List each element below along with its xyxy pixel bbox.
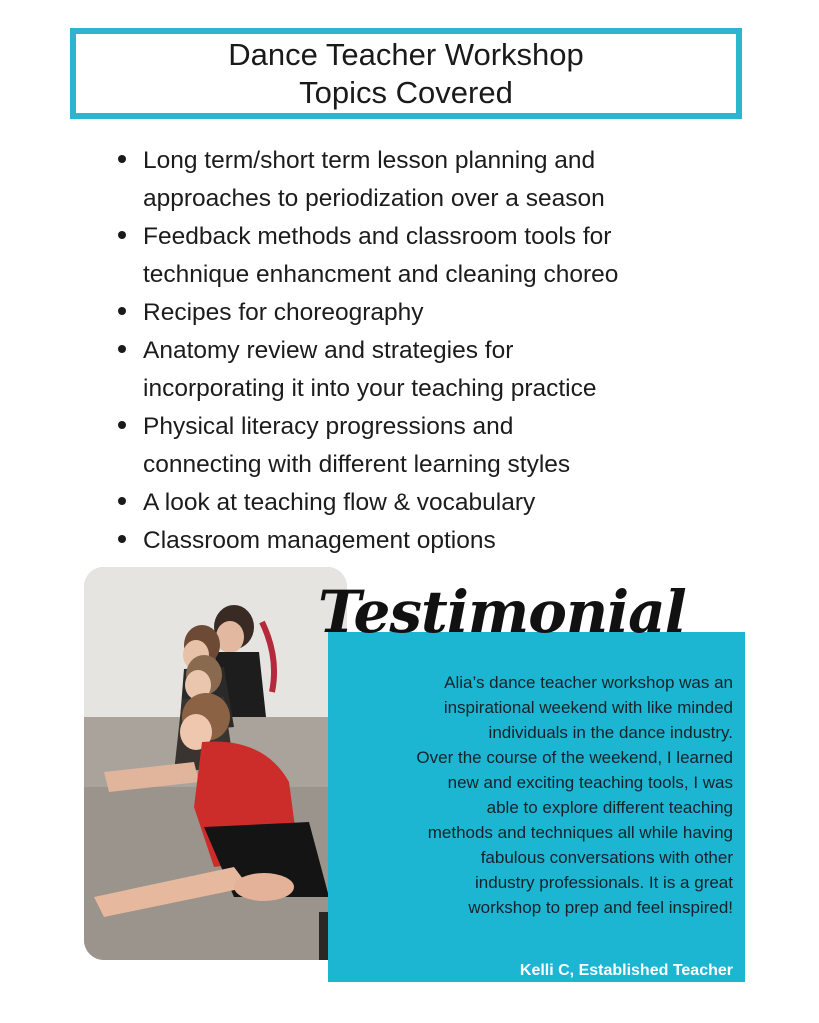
topic-line: Classroom management options (143, 527, 496, 554)
topic-line: Feedback methods and classroom tools for (143, 223, 612, 250)
dancers-photo (84, 567, 347, 960)
bullet-icon (118, 497, 126, 505)
bullet-icon (118, 231, 126, 239)
page-title: Dance Teacher Workshop (228, 36, 584, 72)
list-item (118, 218, 758, 294)
topic-line: connecting with different learning styles (143, 451, 571, 478)
topic-line: Physical literacy progressions and (143, 413, 514, 440)
topic-line: Recipes for choreography (143, 299, 424, 326)
page-subtitle: Topics Covered (299, 74, 513, 110)
list-item (118, 484, 758, 522)
topic-line: approaches to periodization over a season (143, 185, 605, 212)
dancers-photo-illustration (84, 567, 347, 960)
topic-line: A look at teaching flow & vocabulary (143, 489, 536, 516)
topic-line: technique enhancment and cleaning choreo (143, 261, 619, 288)
title-box (70, 28, 742, 119)
list-item (118, 522, 758, 560)
bullet-icon (118, 345, 126, 353)
bullet-icon (118, 155, 126, 163)
list-item (118, 294, 758, 332)
bullet-icon (118, 535, 126, 543)
testimonial-author: Kelli C, Established Teacher (519, 962, 733, 979)
list-item (118, 408, 758, 484)
topic-line: incorporating it into your teaching practice (143, 375, 597, 402)
topics-list (118, 142, 758, 560)
list-item (118, 142, 758, 218)
testimonial-box (328, 632, 745, 982)
testimonial-heading: Testimonial (318, 578, 686, 646)
list-item (118, 332, 758, 408)
bullet-icon (118, 421, 126, 429)
bullet-icon (118, 307, 126, 315)
topic-line: Anatomy review and strategies for (143, 337, 514, 364)
testimonial-quote: Alia’s dance teacher workshop was an inspirational weekend with like minded individuals in the dance industry. Over the course of the weekend, I learned new and exciting teaching tools, I was able to explore different teaching methods and techniques all while having fabulous conversations with other industry professionals. It is a great workshop to prep and feel inspired! (416, 673, 733, 917)
topic-line: Long term/short term lesson planning and (143, 147, 596, 174)
